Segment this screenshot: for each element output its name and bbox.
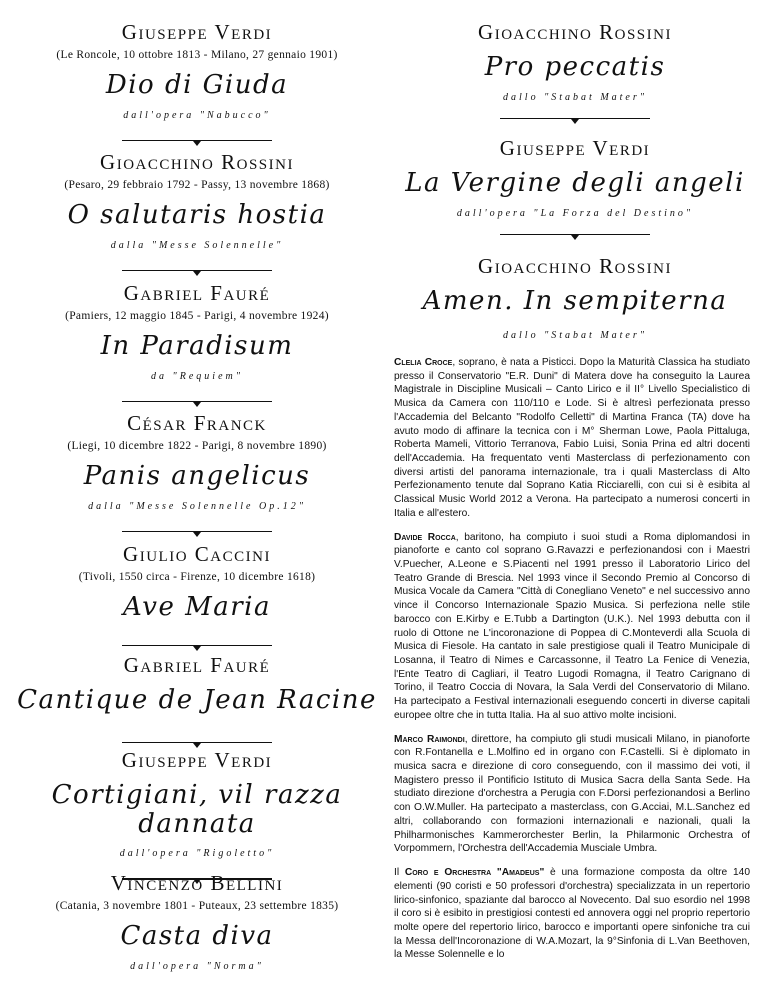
piece-title: Cortigiani, vil razza dannata <box>51 780 343 839</box>
program-piece <box>394 22 756 125</box>
composer-name: Vincenzo Bellini <box>110 871 284 895</box>
program-piece <box>12 750 382 885</box>
composer-name: Gioacchino Rossini <box>478 20 672 44</box>
piece-title: Cantique de Jean Racine <box>17 685 377 715</box>
piece-title: O salutaris hostia <box>67 200 327 230</box>
composer-name: Giuseppe Verdi <box>499 136 651 160</box>
composer-dates: (Liegi, 10 dicembre 1822 - Parigi, 8 novembre 1890) <box>67 440 327 452</box>
composer-dates: (Pamiers, 12 maggio 1845 - Parigi, 4 novembre 1924) <box>65 310 329 322</box>
program-piece <box>12 873 382 972</box>
composer-name: Gabriel Fauré <box>123 653 271 677</box>
piece-source: dalla "Messe Solennelle" <box>110 239 284 251</box>
bios <box>394 346 750 972</box>
bio-paragraph <box>394 866 750 962</box>
piece-source: dallo "Stabat Mater" <box>503 329 647 341</box>
program-piece <box>12 413 382 538</box>
bio-name: Davide Rocca <box>394 531 456 543</box>
bio-text: , soprano, è nata a Pisticci. Dopo la Maturità Classica ha studiato presso il Conservatorio "E.R. Duni" di Matera dove ha conseguito la Laurea Magistrale in Discipline Musicali – Canto Lirico e il II° Livello Specialistico di Musica da Camera con 110/110 e Lode. Si è altresì perfezionata presso l'Accademia del Belcanto "Rodolfo Celletti" di Martina Franca (TA) dove ha avuto modo di affinare la tecnica con i M° Sherman Lowe, Paola Pittaluga, Roberta Mameli, Vittorio Terranova, Fabio Luisi, Sonia Prina ed altri docenti dell'Accademia. Ha frequentato venti Masterclass di perfezionamento con diversi artisti del panorama internazionale, tra i quali Masterclass di Alto Perfezionamento tenute dal Soprano Katia Ricciarelli, con cui si è esibita al Classical Music World 2012 a Verona. Ha partecipato a numerosi concerti in Italia e all'estero. <box>394 357 751 519</box>
piece-source: da "Requiem" <box>151 370 243 382</box>
piece-title: In Paradisum <box>100 331 294 361</box>
program-piece <box>12 655 382 749</box>
piece-title: Casta diva <box>120 921 274 951</box>
composer-name: Gioacchino Rossini <box>100 150 294 174</box>
piece-title: Dio di Giuda <box>105 70 289 100</box>
composer-name: Gioacchino Rossini <box>478 254 672 278</box>
piece-source: dall'opera "La Forza del Destino" <box>456 207 694 219</box>
composer-dates: (Le Roncole, 10 ottobre 1813 - Milano, 27 gennaio 1901) <box>56 49 338 61</box>
composer-name: Giuseppe Verdi <box>121 748 273 772</box>
bio-paragraph <box>394 733 750 856</box>
bio-paragraph <box>394 531 750 723</box>
piece-title: Pro peccatis <box>484 52 666 82</box>
ornament-divider <box>500 231 650 241</box>
bio-text: è una formazione composta da oltre 140 elementi (90 coristi e 50 professori d'orchestra) specializzata in un repertorio lirico-sinfonico, spaziante dal barocco al Novecento. Dal suo esordio nel 1998 il coro si è esibito in prestigiosi contesti ed annovera oggi nel proprio repertorio molte opere del repertorio lirico, barocco e importanti opere sinfoniche tra cui la Messa dell'Incoronazione di W.A.Mozart, la 9°Sinfonia di L.Van Beethoven, la Messe Solennelle e lo <box>394 867 750 961</box>
program-piece <box>12 283 382 408</box>
piece-title: La Vergine degli angeli <box>405 168 745 198</box>
composer-name: Gabriel Fauré <box>123 281 271 305</box>
bio-name-prefix: Il <box>394 867 405 879</box>
program-piece <box>394 256 756 341</box>
composer-dates: (Pesaro, 29 febbraio 1792 - Passy, 13 novembre 1868) <box>64 179 330 191</box>
piece-source: dall'opera "Rigoletto" <box>119 848 275 860</box>
composer-name: César Franck <box>127 411 267 435</box>
ornament-divider <box>122 267 272 277</box>
composer-dates: (Tivoli, 1550 circa - Firenze, 10 dicembre 1618) <box>78 571 316 583</box>
composer-name: Giulio Caccini <box>123 542 271 566</box>
piece-source: dalla "Messe Solennelle Op.12" <box>88 500 306 512</box>
program-piece <box>12 152 382 277</box>
ornament-divider <box>122 137 272 147</box>
piece-source: dallo "Stabat Mater" <box>503 91 647 103</box>
program-piece <box>12 544 382 652</box>
piece-title: Ave Maria <box>123 592 271 622</box>
composer-dates: (Catania, 3 novembre 1801 - Puteaux, 23 settembre 1835) <box>55 900 339 912</box>
bio-text: , direttore, ha compiuto gli studi musicali Milano, in pianoforte con R.Fontanella e L.Molfino ed in organo con F.Castelli. Si è diplomato in musica sacra e direzione di coro conseguendo, con il massimo dei voti, il Magistero presso il Pontificio Istituto di Musica Sacra della Santa Sede. Ha studiato direzione d'orchestra a Perugia con F.Dorsi perfezionandosi a Berlino con O.W.Muller. Ha partecipato a masterclass, con G.Acciai, M.L.Sanchez ed altri, collaborando con formazioni internazionali e nazionali, quali la Philharmonisches Kammerorchester Berlin, la Philarmonic Orchestra of Vorpommern, l'Orchestra dell'Accademia Musciale Umbra. <box>394 733 750 855</box>
piece-title: Panis angelicus <box>83 461 311 491</box>
bio-name: Clelia Croce <box>394 357 453 368</box>
ornament-divider <box>122 528 272 538</box>
ornament-divider <box>122 642 272 652</box>
bio-name: Marco Raimondi <box>394 733 465 745</box>
program-piece <box>12 22 382 147</box>
bio-name: Coro e Orchestra "Amadeus" <box>404 867 545 879</box>
ornament-divider <box>500 115 650 125</box>
piece-source: dall'opera "Nabucco" <box>123 109 271 121</box>
bio-text: , baritono, ha compiuto i suoi studi a Roma diplomandosi in pianoforte e canto col soprano G.Ravazzi e perfezionandosi con i Maestri V.Puecher, A.Leone e S.Piacenti nel 1991 presso il Laboratorio Lirico del Teatro Grande di Brescia. Nel 1993 vince il Secondo Premio al Concorso di Musica Vocale da Camera "Città di Conegliano Veneto" e nel successivo anno vince il Concorso Internazionale Spazio Musica. Si perfeziona nelle stile barocco con E.Kirby e E.Tubb a Dartington (U.K.). Nel 1993 debutta con il ruolo di Ottone ne L'incoronazione di Poppea di C.Monteverdi alla Scuola di Musica di Fiesole. Ha cantato in sale prestigiose quali il Teatro Municipale di Losanna, il Teatro di Nimes e Carcassonne, il Teatro La Fenice di Venezia, l'Ente Teatro di Cagliari, il Teatro Lugodi Romagna, il Teatro Carignano di Torino, il Teatro Coccia di Novara, la Sala Verdi del Conservatorio di Milano. Ha partecipato a Festival internazionali eseguendo concerti in diverse capitali europee oltre che in tutta Italia. Ha al suo attivo molte incisioni. <box>394 531 750 721</box>
composer-name: Giuseppe Verdi <box>121 20 273 44</box>
bio-paragraph <box>394 356 750 520</box>
piece-source: dall'opera "Norma" <box>130 960 264 972</box>
program-piece <box>394 138 756 241</box>
ornament-divider <box>122 398 272 408</box>
piece-title: Amen. In sempiterna <box>422 286 728 316</box>
